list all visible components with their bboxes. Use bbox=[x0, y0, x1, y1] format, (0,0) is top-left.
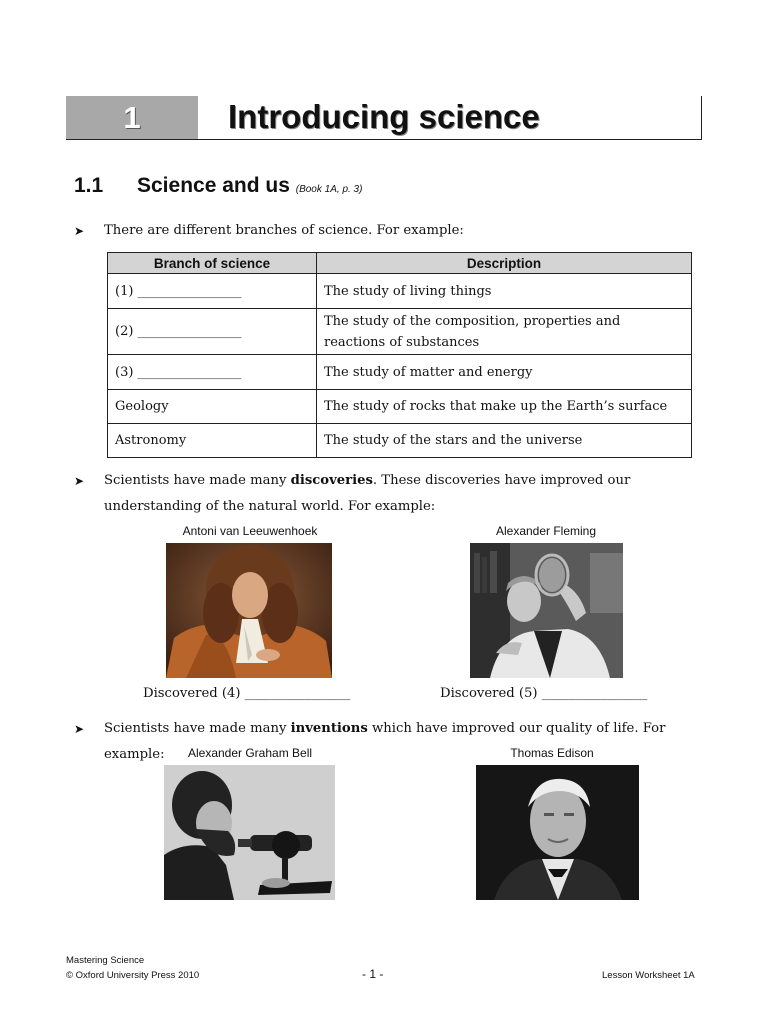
table-header-branch: Branch of science bbox=[108, 253, 317, 274]
bullet-arrow-icon: ➤ bbox=[74, 224, 85, 238]
table-row bbox=[108, 274, 692, 309]
chapter-number: 1 bbox=[66, 96, 198, 140]
section-heading bbox=[74, 174, 362, 198]
figure-fleming bbox=[460, 524, 632, 684]
header-divider bbox=[701, 96, 702, 140]
bullet-arrow-icon: ➤ bbox=[74, 722, 85, 736]
description-cell: The study of the stars and the universe bbox=[317, 424, 692, 458]
section-title: Science and us bbox=[137, 174, 290, 197]
bullet-text: Scientists have made many discoveries. These discoveries have improved our understanding of the natural world. For example: bbox=[104, 473, 631, 514]
branch-cell: Geology bbox=[108, 390, 317, 424]
footer-page-number: - 1 - bbox=[362, 967, 384, 981]
header-underline bbox=[66, 139, 702, 140]
branch-cell: (1) ________________ bbox=[108, 274, 317, 309]
portrait-caption: Alexander Graham Bell bbox=[187, 746, 313, 760]
table-header-row bbox=[108, 253, 692, 274]
bullet-arrow-icon: ➤ bbox=[74, 474, 85, 488]
footer-worksheet: Lesson Worksheet 1A bbox=[602, 970, 695, 981]
bullet-text: There are different branches of science. For example: bbox=[104, 223, 464, 238]
figure-edison bbox=[466, 746, 638, 906]
bullet-text: Scientists have made many inventions which have improved our quality of life. For example: bbox=[104, 721, 666, 762]
figure-bell bbox=[150, 746, 350, 906]
description-cell: The study of rocks that make up the Earth’s surface bbox=[317, 390, 692, 424]
figure-leeuwenhoek bbox=[150, 524, 350, 684]
footer-book: Mastering Science bbox=[66, 955, 145, 966]
description-cell: The study of living things bbox=[317, 274, 692, 309]
portrait-caption: Alexander Fleming bbox=[495, 524, 597, 538]
branches-table bbox=[107, 252, 692, 458]
branch-cell: Astronomy bbox=[108, 424, 317, 458]
section-reference: (Book 1A, p. 3) bbox=[295, 184, 363, 195]
table-row bbox=[108, 309, 692, 355]
portrait-caption: Antoni van Leeuwenhoek bbox=[182, 524, 318, 538]
table-row bbox=[108, 424, 692, 458]
table-row bbox=[108, 355, 692, 390]
fleming-portrait bbox=[470, 543, 623, 678]
description-cell: The study of matter and energy bbox=[317, 355, 692, 390]
description-cell: The study of the composition, properties and reactions of substances bbox=[317, 309, 692, 355]
section-number: 1.1 bbox=[74, 174, 104, 197]
branch-cell: (2) ________________ bbox=[108, 309, 317, 355]
bell-portrait bbox=[164, 765, 335, 900]
leeuwenhoek-portrait bbox=[166, 543, 332, 678]
table-header-description: Description bbox=[317, 253, 692, 274]
footer-copyright: © Oxford University Press 2010 bbox=[66, 970, 200, 981]
bold-term: inventions bbox=[290, 721, 368, 736]
chapter-title: Introducing science bbox=[228, 98, 540, 135]
chapter-header bbox=[66, 96, 702, 140]
discovered-blank-5: Discovered (5) ________________ bbox=[440, 686, 648, 701]
portrait-caption: Thomas Edison bbox=[510, 746, 594, 760]
edison-portrait bbox=[476, 765, 639, 900]
discovered-blank-4: Discovered (4) ________________ bbox=[143, 686, 351, 701]
table-row bbox=[108, 390, 692, 424]
bold-term: discoveries bbox=[290, 473, 373, 488]
branch-cell: (3) ________________ bbox=[108, 355, 317, 390]
